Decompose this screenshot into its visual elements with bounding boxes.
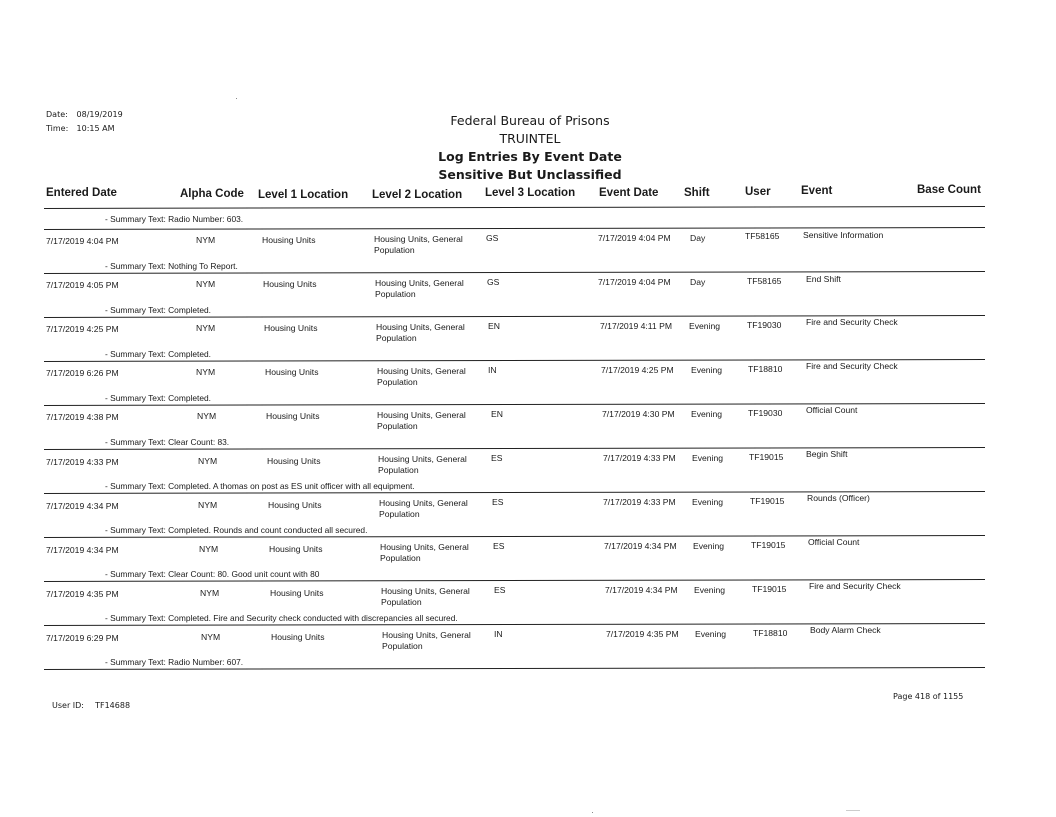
cell-level1: Housing Units: [265, 367, 319, 377]
row-separator: [44, 271, 985, 274]
cell-level1: Housing Units: [268, 500, 322, 510]
cell-alpha-code: NYM: [198, 456, 218, 466]
scan-speck: [846, 810, 860, 811]
cell-level1: Housing Units: [271, 632, 325, 642]
cell-user: TF18810: [748, 364, 783, 374]
cell-alpha-code: NYM: [201, 632, 221, 642]
cell-level3: IN: [494, 629, 503, 639]
cell-user: TF58165: [747, 276, 782, 286]
date-label: Date:: [46, 110, 68, 119]
cell-entered-date: 7/17/2019 4:35 PM: [46, 589, 119, 599]
header-underline: [44, 206, 985, 209]
cell-user: TF19015: [752, 584, 787, 594]
cell-event-date: 7/17/2019 4:34 PM: [604, 541, 677, 551]
col-header-entered-date: Entered Date: [46, 187, 117, 199]
cell-shift: Evening: [694, 585, 726, 595]
cell-entered-date: 7/17/2019 6:29 PM: [46, 633, 119, 643]
cell-entered-date: 7/17/2019 6:26 PM: [46, 368, 119, 378]
cell-event: Rounds (Officer): [807, 493, 870, 503]
cell-user: TF19015: [751, 540, 786, 550]
cell-user: TF19015: [750, 496, 785, 506]
row-summary: - Summary Text: Radio Number: 607.: [105, 657, 244, 667]
cell-shift: Day: [690, 277, 706, 287]
cell-level1: Housing Units: [267, 456, 321, 466]
time-label: Time:: [46, 124, 69, 133]
cell-event: End Shift: [806, 274, 841, 284]
cell-event-date: 7/17/2019 4:35 PM: [606, 629, 679, 639]
cell-entered-date: 7/17/2019 4:25 PM: [46, 324, 119, 334]
row-summary: - Summary Text: Completed.: [105, 393, 211, 403]
user-id-value: TF14688: [95, 701, 131, 710]
row-summary: - Summary Text: Clear Count: 80. Good unit count with 80: [105, 569, 320, 579]
cell-entered-date: 7/17/2019 4:05 PM: [46, 280, 119, 290]
cell-event-date: 7/17/2019 4:11 PM: [600, 321, 672, 331]
col-header-user: User: [745, 186, 771, 198]
cell-user: TF19015: [749, 452, 784, 462]
cell-level3: EN: [488, 321, 500, 331]
cell-entered-date: 7/17/2019 4:38 PM: [46, 412, 119, 422]
cell-entered-date: 7/17/2019 4:34 PM: [46, 545, 119, 555]
table-bottom-rule: [44, 667, 985, 670]
cell-level1: Housing Units: [264, 323, 318, 333]
cell-event-date: 7/17/2019 4:25 PM: [601, 365, 674, 375]
row-summary: - Summary Text: Nothing To Report.: [105, 261, 238, 271]
col-header-alpha-code: Alpha Code: [180, 188, 244, 200]
cell-shift: Evening: [693, 541, 725, 551]
cell-event: Begin Shift: [806, 449, 848, 459]
cell-shift: Evening: [695, 629, 727, 639]
cell-level2: Housing Units, General Population: [378, 454, 467, 475]
page-number: Page 418 of 1155: [893, 692, 964, 701]
cell-event-date: 7/17/2019 4:34 PM: [605, 585, 678, 595]
title-classification: Sensitive But Unclassified: [438, 167, 622, 182]
cell-alpha-code: NYM: [196, 323, 216, 333]
cell-level2: Housing Units, General Population: [375, 278, 464, 299]
cell-shift: Evening: [692, 453, 724, 463]
row-summary: - Summary Text: Completed. Rounds and count conducted all secured.: [105, 525, 368, 535]
cell-alpha-code: NYM: [196, 235, 216, 245]
cell-entered-date: 7/17/2019 4:33 PM: [46, 457, 119, 467]
col-header-event-date: Event Date: [599, 187, 659, 199]
time-value: 10:15 AM: [76, 124, 115, 133]
cell-level1: Housing Units: [270, 588, 324, 598]
col-header-shift: Shift: [684, 187, 710, 199]
cell-alpha-code: NYM: [198, 500, 218, 510]
cell-level1: Housing Units: [262, 235, 316, 245]
cell-level3: ES: [493, 541, 505, 551]
cell-level2: Housing Units, General Population: [377, 410, 466, 431]
cell-user: TF18810: [753, 628, 788, 638]
col-header-event: Event: [801, 185, 833, 197]
footer-user-id: [52, 701, 130, 710]
cell-level3: ES: [494, 585, 506, 595]
cell-user: TF58165: [745, 231, 780, 241]
cell-event: Fire and Security Check: [809, 581, 901, 591]
row-summary: - Summary Text: Radio Number: 603.: [105, 214, 244, 224]
row-summary: - Summary Text: Completed. Fire and Security check conducted with discrepancies all secured.: [105, 613, 458, 623]
cell-user: TF19030: [748, 408, 783, 418]
cell-entered-date: 7/17/2019 4:04 PM: [46, 236, 119, 246]
cell-alpha-code: NYM: [199, 544, 219, 554]
row-summary: - Summary Text: Completed. A thomas on post as ES unit officer with all equipment.: [105, 481, 415, 491]
cell-event-date: 7/17/2019 4:30 PM: [602, 409, 675, 419]
col-header-level1: Level 1 Location: [258, 189, 349, 201]
scan-speck: [592, 812, 593, 813]
cell-event-date: 7/17/2019 4:04 PM: [598, 233, 671, 243]
cell-level1: Housing Units: [263, 279, 317, 289]
cell-shift: Evening: [689, 321, 721, 331]
cell-shift: Evening: [691, 409, 723, 419]
cell-alpha-code: NYM: [200, 588, 220, 598]
cell-event: Official Count: [806, 405, 858, 415]
cell-level3: EN: [491, 409, 503, 419]
row-summary: - Summary Text: Clear Count: 83.: [105, 437, 230, 447]
cell-level2: Housing Units, General Population: [377, 366, 466, 387]
col-header-level3: Level 3 Location: [485, 187, 576, 199]
cell-shift: Evening: [692, 497, 724, 507]
cell-entered-date: 7/17/2019 4:34 PM: [46, 501, 119, 511]
title-system: TRUINTEL: [499, 131, 561, 146]
cell-shift: Day: [690, 233, 706, 243]
scan-speck: [236, 98, 237, 99]
user-id-label: User ID:: [52, 701, 84, 710]
cell-event: Fire and Security Check: [806, 317, 898, 327]
report-time: [46, 124, 115, 133]
date-value: 08/19/2019: [76, 110, 123, 119]
cell-user: TF19030: [747, 320, 782, 330]
cell-alpha-code: NYM: [196, 279, 216, 289]
cell-level3: ES: [492, 497, 504, 507]
cell-level3: GS: [486, 233, 499, 243]
cell-level3: ES: [491, 453, 503, 463]
cell-level3: GS: [487, 277, 500, 287]
col-header-level2: Level 2 Location: [372, 189, 463, 201]
cell-level2: Housing Units, General Population: [381, 586, 470, 607]
row-summary: - Summary Text: Completed.: [105, 305, 211, 315]
cell-event-date: 7/17/2019 4:33 PM: [603, 497, 676, 507]
cell-level2: Housing Units, General Population: [379, 498, 468, 519]
cell-event: Sensitive Information: [803, 230, 884, 240]
cell-alpha-code: NYM: [197, 411, 217, 421]
cell-level2: Housing Units, General Population: [380, 542, 469, 563]
cell-level1: Housing Units: [269, 544, 323, 554]
title-agency: Federal Bureau of Prisons: [450, 113, 610, 128]
cell-level1: Housing Units: [266, 411, 320, 421]
cell-event-date: 7/17/2019 4:33 PM: [603, 453, 676, 463]
cell-event: Body Alarm Check: [810, 625, 881, 635]
cell-level3: IN: [488, 365, 497, 375]
cell-event-date: 7/17/2019 4:04 PM: [598, 277, 671, 287]
cell-level2: Housing Units, General Population: [376, 322, 465, 343]
col-header-base-count: Base Count: [917, 184, 981, 196]
cell-event: Fire and Security Check: [806, 361, 898, 371]
row-summary: - Summary Text: Completed.: [105, 349, 211, 359]
title-report: Log Entries By Event Date: [438, 149, 622, 164]
report-date: [46, 110, 123, 119]
cell-shift: Evening: [691, 365, 723, 375]
cell-alpha-code: NYM: [196, 367, 216, 377]
cell-event: Official Count: [808, 537, 860, 547]
cell-level2: Housing Units, General Population: [382, 630, 471, 651]
cell-level2: Housing Units, General Population: [374, 234, 463, 255]
